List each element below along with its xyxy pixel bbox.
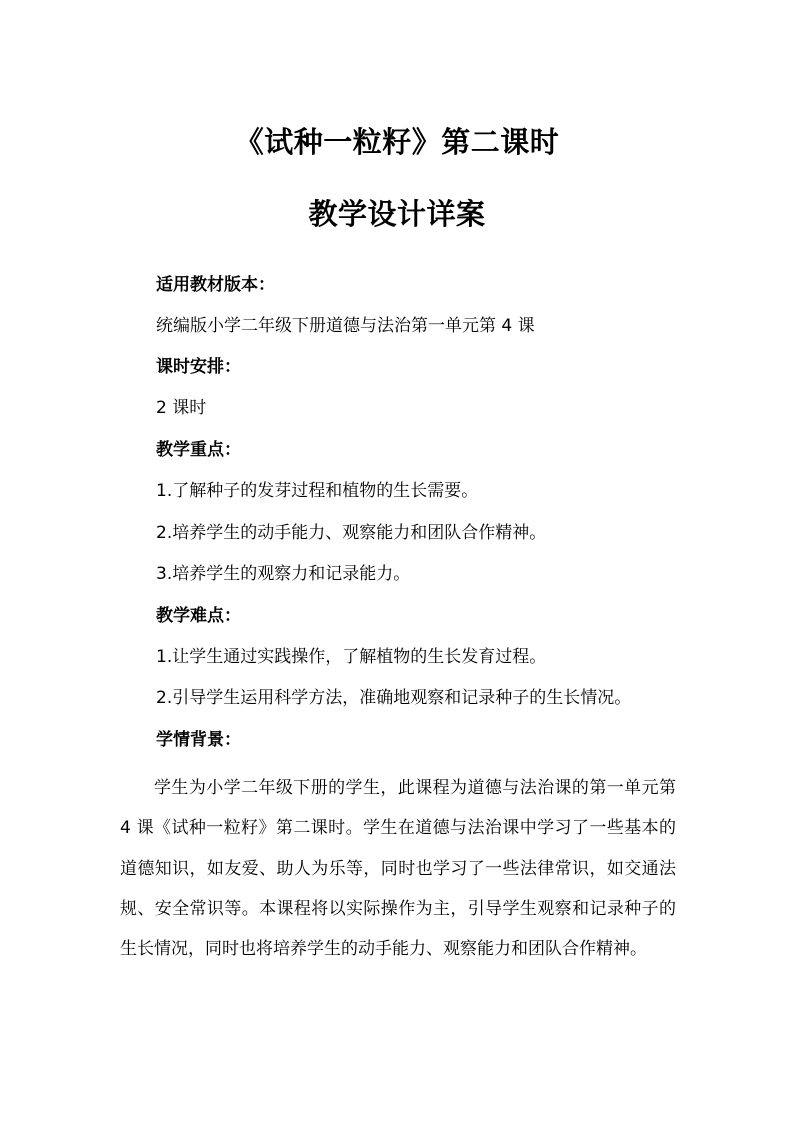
- textbook-content: 统编版小学二年级下册道德与法治第一单元第 4 课: [156, 316, 535, 336]
- schedule-heading: 课时安排：: [156, 357, 241, 377]
- difficulties-heading: 教学难点：: [156, 606, 241, 626]
- key-point-item: 2.培养学生的动手能力、观察能力和团队合作精神。: [156, 523, 547, 543]
- difficulty-item: 1.让学生通过实践操作，了解植物的生长发育过程。: [156, 647, 547, 667]
- background-heading: 学情背景：: [156, 730, 241, 750]
- key-points-heading: 教学重点：: [156, 440, 241, 460]
- document-title: 《试种一粒籽》第二课时: [234, 125, 560, 159]
- textbook-heading: 适用教材版本：: [156, 275, 275, 295]
- schedule-content: 2 课时: [156, 398, 207, 418]
- key-point-item: 1.了解种子的发芽过程和植物的生长需要。: [156, 481, 479, 501]
- difficulty-item: 2.引导学生运用科学方法，准确地观察和记录种子的生长情况。: [156, 688, 632, 708]
- document-subtitle: 教学设计详案: [308, 197, 486, 231]
- key-point-item: 3.培养学生的观察力和记录能力。: [156, 564, 411, 584]
- background-paragraph: 学生为小学二年级下册的学生，此课程为道德与法治课的第一单元第 4 课《试种一粒籽》第二课时。学生在道德与法治课中学习了一些基本的道德知识，如友爱、助人为乐等，同时也学习了一些法律常识，如交通法规、安全常识等。本课程将以实际操作为主，引导学生观察和记录种子的生长情况，同时也将培养学生的动手能力、观察能力和团队合作精神。: [120, 778, 676, 960]
